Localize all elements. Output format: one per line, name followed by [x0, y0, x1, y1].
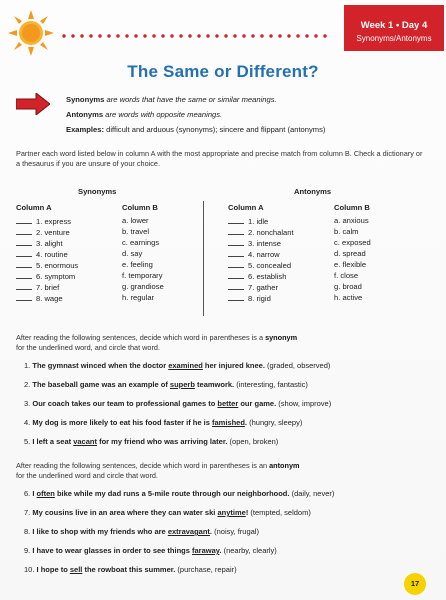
list-item: h. active	[334, 293, 363, 302]
list-item: c. earnings	[122, 238, 160, 247]
answer-blank[interactable]	[228, 259, 244, 268]
underlined-word: better	[217, 399, 239, 408]
list-item: 1. idle	[228, 215, 294, 226]
underlined-word: faraway	[192, 546, 220, 555]
sentence-item: 5. I left a seat vacant for my friend who was arriving later. (open, broken)	[24, 437, 279, 446]
list-item: 2. nonchalant	[228, 226, 294, 237]
definitions-text	[66, 92, 426, 137]
examples-text: difficult and arduous (synonyms); sincere and flippant (antonyms)	[104, 125, 326, 134]
week-day-banner	[344, 5, 444, 51]
list-item: a. anxious	[334, 216, 369, 225]
list-item: d. spread	[334, 249, 366, 258]
list-item: b. calm	[334, 227, 359, 236]
synonyms-column-b	[122, 203, 164, 303]
underlined-word: famished	[211, 418, 245, 427]
list-item: d. say	[122, 249, 143, 258]
answer-blank[interactable]	[16, 237, 32, 246]
answer-blank[interactable]	[16, 292, 32, 301]
arrow-icon	[16, 93, 50, 115]
list-item: 4. routine	[16, 248, 78, 259]
word-choices[interactable]: (interesting, fantastic)	[234, 380, 308, 389]
answer-blank[interactable]	[228, 248, 244, 257]
antonyms-column-a	[228, 203, 294, 303]
sentence-item: 9. I have to wear glasses in order to see things faraway. (nearby, clearly)	[24, 546, 277, 555]
sentence-item: 3. Our coach takes our team to professional games to better our game. (show, improve)	[24, 399, 332, 408]
answer-blank[interactable]	[16, 270, 32, 279]
dotted-divider	[60, 31, 330, 41]
answer-blank[interactable]	[16, 259, 32, 268]
word-choices[interactable]: (show, improve)	[276, 399, 332, 408]
list-item: 8. rigid	[228, 292, 294, 303]
synonym-keyword: synonym	[265, 333, 298, 342]
sentence-item: 2. The baseball game was an example of superb teamwork. (interesting, fantastic)	[24, 380, 308, 389]
antonyms-heading: Antonyms	[294, 187, 332, 196]
list-item: c. exposed	[334, 238, 371, 247]
list-item: g. broad	[334, 282, 362, 291]
column-a-header: Column A	[228, 203, 264, 212]
antonyms-column-b	[334, 203, 371, 303]
word-choices[interactable]: (purchase, repair)	[175, 565, 237, 574]
list-item: e. feeling	[122, 260, 153, 269]
list-item: g. grandiose	[122, 282, 164, 291]
list-item: 8. wage	[16, 292, 78, 303]
banner-week-day: Week 1 • Day 4	[360, 20, 428, 31]
sentence-item: 1. The gymnast winced when the doctor examined her injured knee. (graded, observed)	[24, 361, 331, 370]
list-item: 7. gather	[228, 281, 294, 292]
antonyms-definition: are words with opposite meanings.	[103, 110, 223, 119]
list-item: 5. enormous	[16, 259, 78, 270]
list-item: f. close	[334, 271, 359, 280]
word-choices[interactable]: (noisy, frugal)	[212, 527, 259, 536]
matching-instructions: Partner each word listed below in column A with the most appropriate and precise match from column B. Check a dictionary or a thesaurus if you are unsure of your choice.	[16, 149, 423, 168]
list-item: 2. venture	[16, 226, 78, 237]
list-item: f. temporary	[122, 271, 163, 280]
sentence-item: 6. I often bike while my dad runs a 5-mile route through our neighborhood. (daily, never)	[24, 489, 335, 498]
list-item: 3. alight	[16, 237, 78, 248]
antonym-sentences-instructions: After reading the following sentences, decide which word in parentheses is an antonym for the underlined word and circle that word.	[16, 461, 300, 480]
sun-icon	[8, 10, 54, 56]
answer-blank[interactable]	[16, 215, 32, 224]
word-choices[interactable]: (tempted, seldom)	[248, 508, 311, 517]
answer-blank[interactable]	[228, 215, 244, 224]
word-choices[interactable]: (daily, never)	[289, 489, 335, 498]
list-item: 6. symptom	[16, 270, 78, 281]
list-item: h. regular	[122, 293, 155, 302]
answer-blank[interactable]	[16, 281, 32, 290]
answer-blank[interactable]	[16, 248, 32, 257]
list-item: a. lower	[122, 216, 149, 225]
column-divider	[203, 201, 204, 316]
banner-topic: Synonyms/Antonyms	[356, 34, 432, 43]
list-item: e. flexible	[334, 260, 367, 269]
column-a-header: Column A	[16, 203, 52, 212]
word-choices[interactable]: (hungry, sleepy)	[247, 418, 303, 427]
word-choices[interactable]: (open, broken)	[227, 437, 279, 446]
sentence-item: 8. I like to shop with my friends who are extravagant. (noisy, frugal)	[24, 527, 259, 536]
underlined-word: superb	[169, 380, 195, 389]
answer-blank[interactable]	[228, 237, 244, 246]
synonym-sentences-instructions: After reading the following sentences, decide which word in parentheses is a synonym for the underlined word, and circle that word.	[16, 333, 298, 352]
list-item: 4. narrow	[228, 248, 294, 259]
column-b-header: Column B	[122, 203, 158, 212]
underlined-word: examined	[168, 361, 203, 370]
synonyms-term: Synonyms	[66, 95, 105, 104]
synonyms-definition: are words that have the same or similar meanings.	[104, 95, 277, 104]
column-b-header: Column B	[334, 203, 370, 212]
answer-blank[interactable]	[228, 270, 244, 279]
page-title: The Same or Different?	[127, 62, 319, 81]
list-item: 6. establish	[228, 270, 294, 281]
examples-label: Examples:	[66, 125, 104, 134]
list-item: b. travel	[122, 227, 150, 236]
answer-blank[interactable]	[228, 226, 244, 235]
underlined-word: often	[36, 489, 55, 498]
underlined-word: vacant	[73, 437, 97, 446]
page-number-badge: 17	[404, 573, 426, 595]
word-choices[interactable]: (graded, observed)	[264, 361, 331, 370]
answer-blank[interactable]	[228, 292, 244, 301]
list-item: 1. express	[16, 215, 78, 226]
sentence-item: 7. My cousins live in an area where they can water ski anytime! (tempted, seldom)	[24, 508, 311, 517]
synonyms-column-a	[16, 203, 78, 303]
synonyms-heading: Synonyms	[78, 187, 117, 196]
sentence-item: 10. I hope to sell the rowboat this summer. (purchase, repair)	[24, 565, 237, 574]
word-choices[interactable]: (nearby, clearly)	[221, 546, 277, 555]
list-item: 3. intense	[228, 237, 294, 248]
antonyms-term: Antonyms	[66, 110, 104, 119]
underlined-word: anytime	[217, 508, 246, 517]
antonym-keyword: antonym	[269, 461, 300, 470]
underlined-word: sell	[69, 565, 83, 574]
answer-blank[interactable]	[16, 226, 32, 235]
underlined-word: extravagant	[167, 527, 210, 536]
sentence-item: 4. My dog is more likely to eat his food faster if he is famished. (hungry, sleepy)	[24, 418, 303, 427]
list-item: 7. brief	[16, 281, 78, 292]
answer-blank[interactable]	[228, 281, 244, 290]
list-item: 5. concealed	[228, 259, 294, 270]
